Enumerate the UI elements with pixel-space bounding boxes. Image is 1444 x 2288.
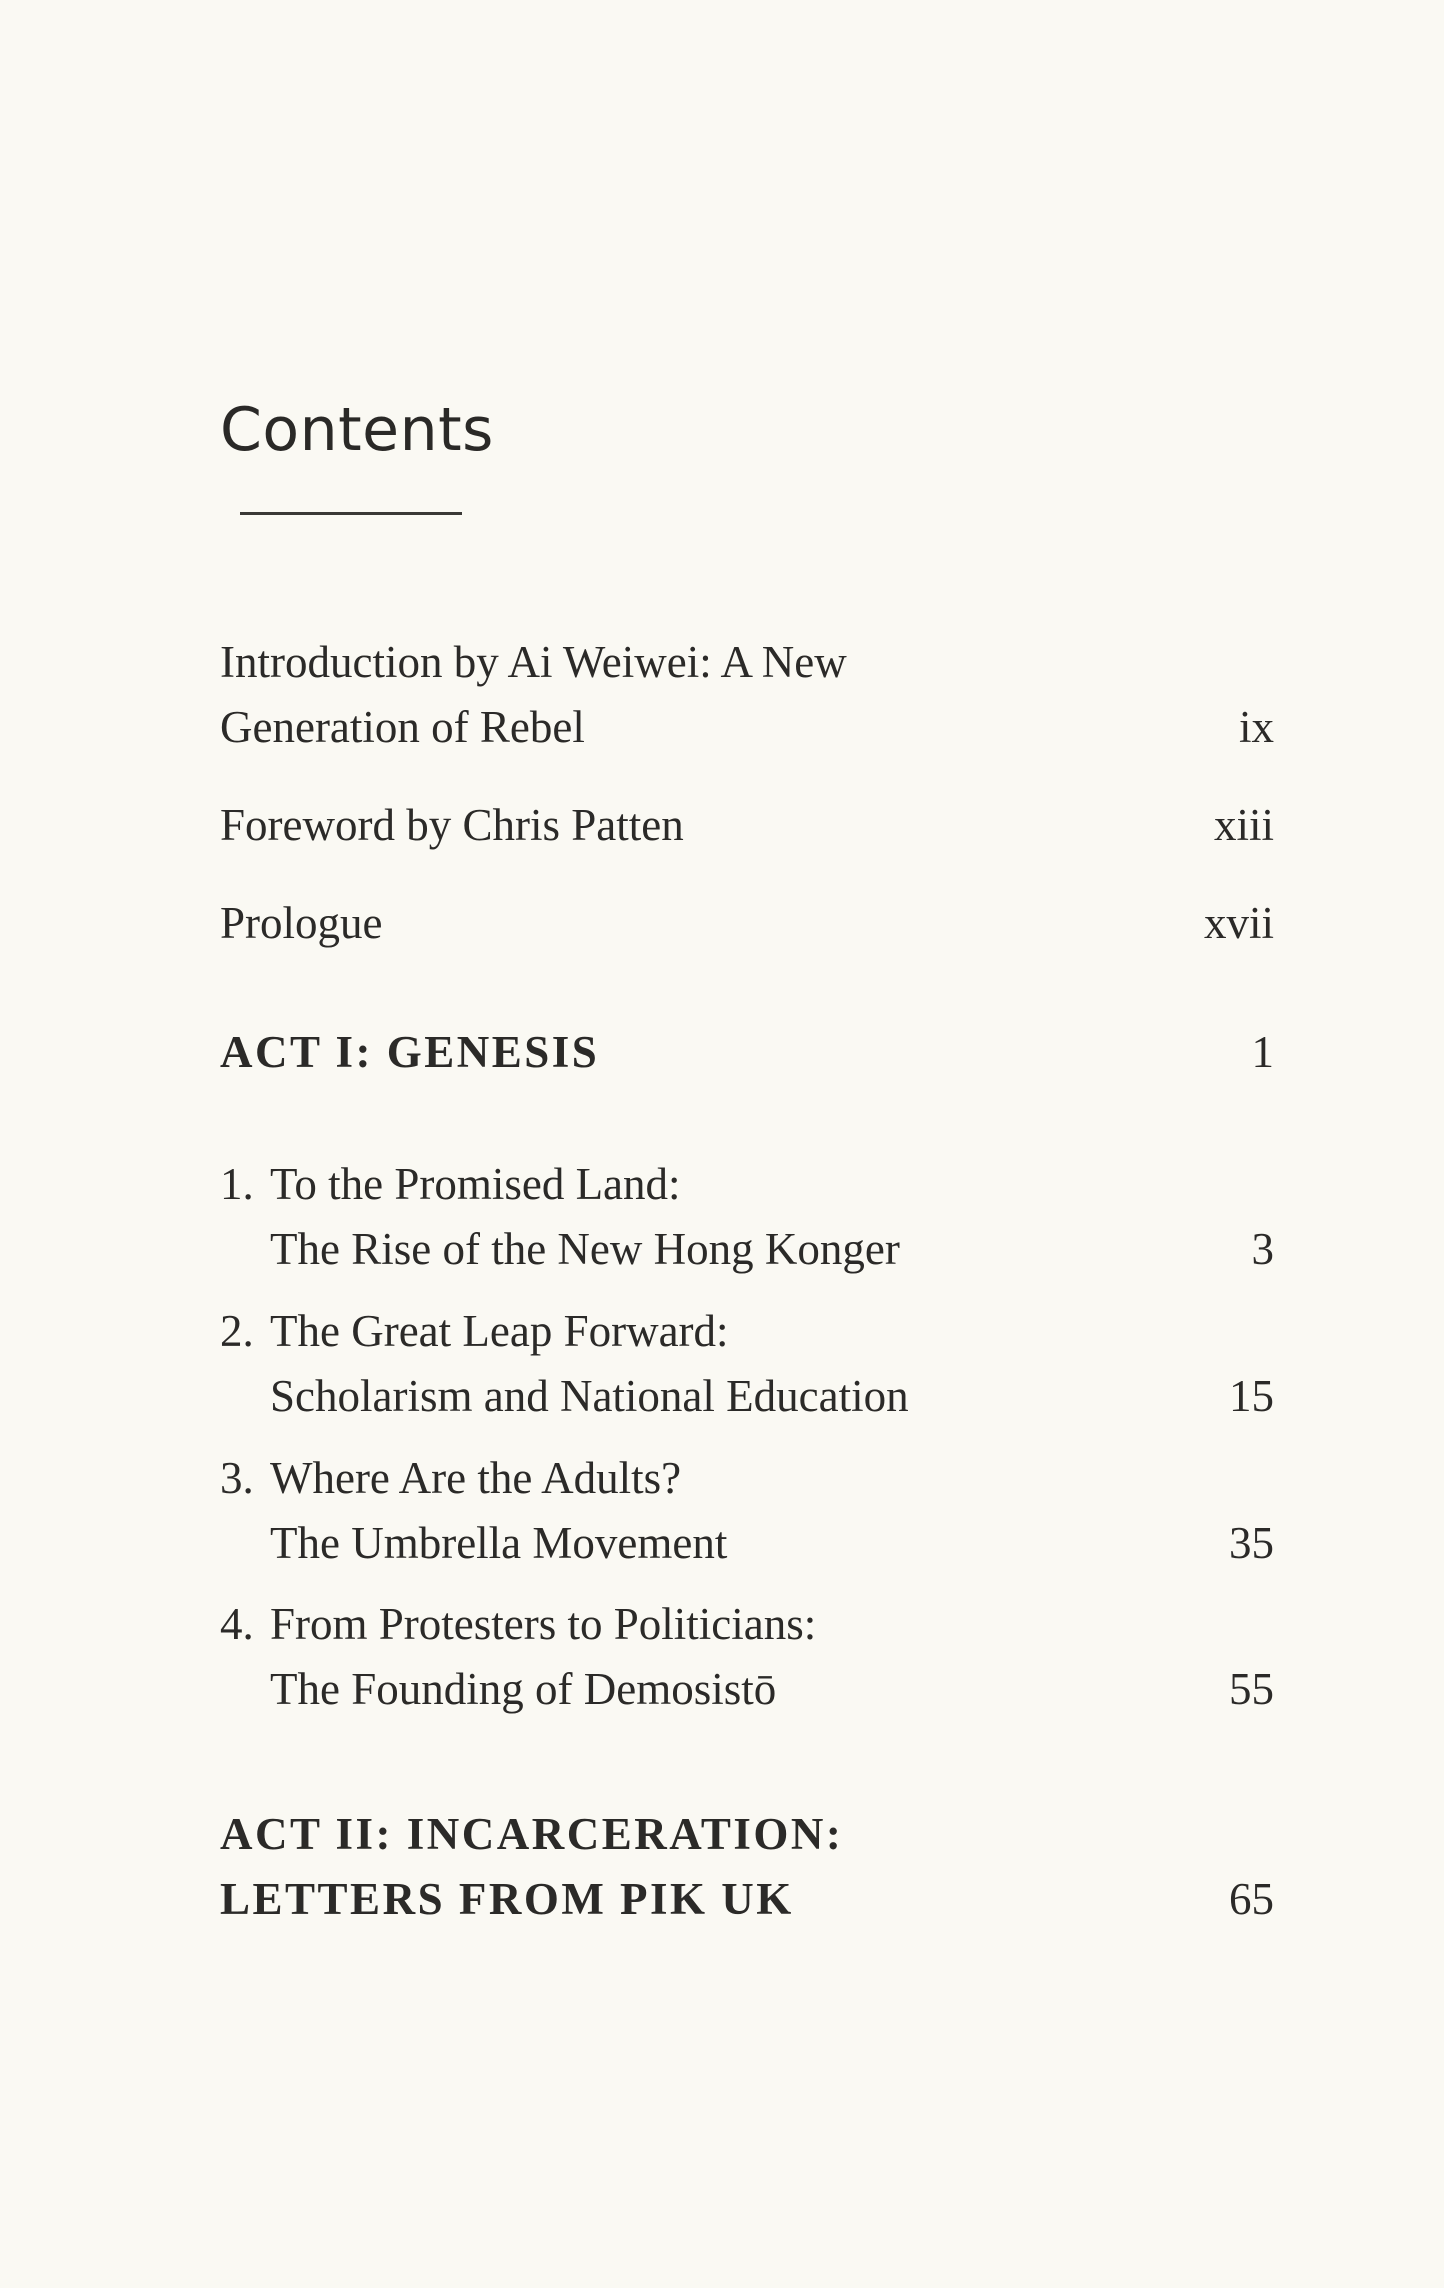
toc-entry-introduction[interactable] [220,630,1274,760]
page-number: 15 [1229,1371,1274,1421]
page-number: ix [1238,702,1274,752]
entry-title-line: Introduction by Ai Weiwei: A New [220,637,847,687]
chapter-number: 4. [220,1599,254,1649]
page-title: Contents [220,395,494,465]
chapter-number: 2. [220,1306,254,1356]
toc-chapter-entry[interactable] [220,1592,1274,1722]
entry-title-line: Prologue [220,898,383,948]
page-number: 65 [1229,1874,1274,1924]
chapter-subtitle: Scholarism and National Education [270,1371,909,1421]
toc-act-heading[interactable] [220,1802,1274,1932]
chapter-subtitle: The Umbrella Movement [270,1518,728,1568]
chapter-subtitle: The Founding of Demosistō [270,1664,777,1714]
toc-entry-prologue[interactable] [220,891,1274,956]
chapter-title: To the Promised Land: [270,1159,681,1209]
toc-entry-foreword[interactable] [220,793,1274,858]
toc-chapter-entry[interactable] [220,1152,1274,1282]
page-number: 55 [1229,1664,1274,1714]
act-title-line: ACT I: GENESIS [220,1027,600,1077]
chapter-title: Where Are the Adults? [270,1453,682,1503]
toc-chapter-entry[interactable] [220,1446,1274,1576]
chapter-title: The Great Leap Forward: [270,1306,729,1356]
chapter-number: 1. [220,1159,254,1209]
act-title-line: LETTERS FROM PIK UK [220,1874,794,1924]
chapter-number: 3. [220,1453,254,1503]
title-underline [240,512,462,515]
toc-chapter-entry[interactable] [220,1299,1274,1429]
page-number: 1 [1251,1027,1274,1077]
entry-title-line: Generation of Rebel [220,702,585,752]
entry-title-line: Foreword by Chris Patten [220,800,684,850]
chapter-title: From Protesters to Politicians: [270,1599,817,1649]
chapter-subtitle: The Rise of the New Hong Konger [270,1224,900,1274]
act-title-line: ACT II: INCARCERATION: [220,1809,844,1859]
toc-act-heading[interactable] [220,1020,1274,1085]
page-number: xvii [1203,898,1274,948]
page-number: 3 [1251,1224,1274,1274]
page-number: 35 [1229,1518,1274,1568]
page-number: xiii [1213,800,1274,850]
